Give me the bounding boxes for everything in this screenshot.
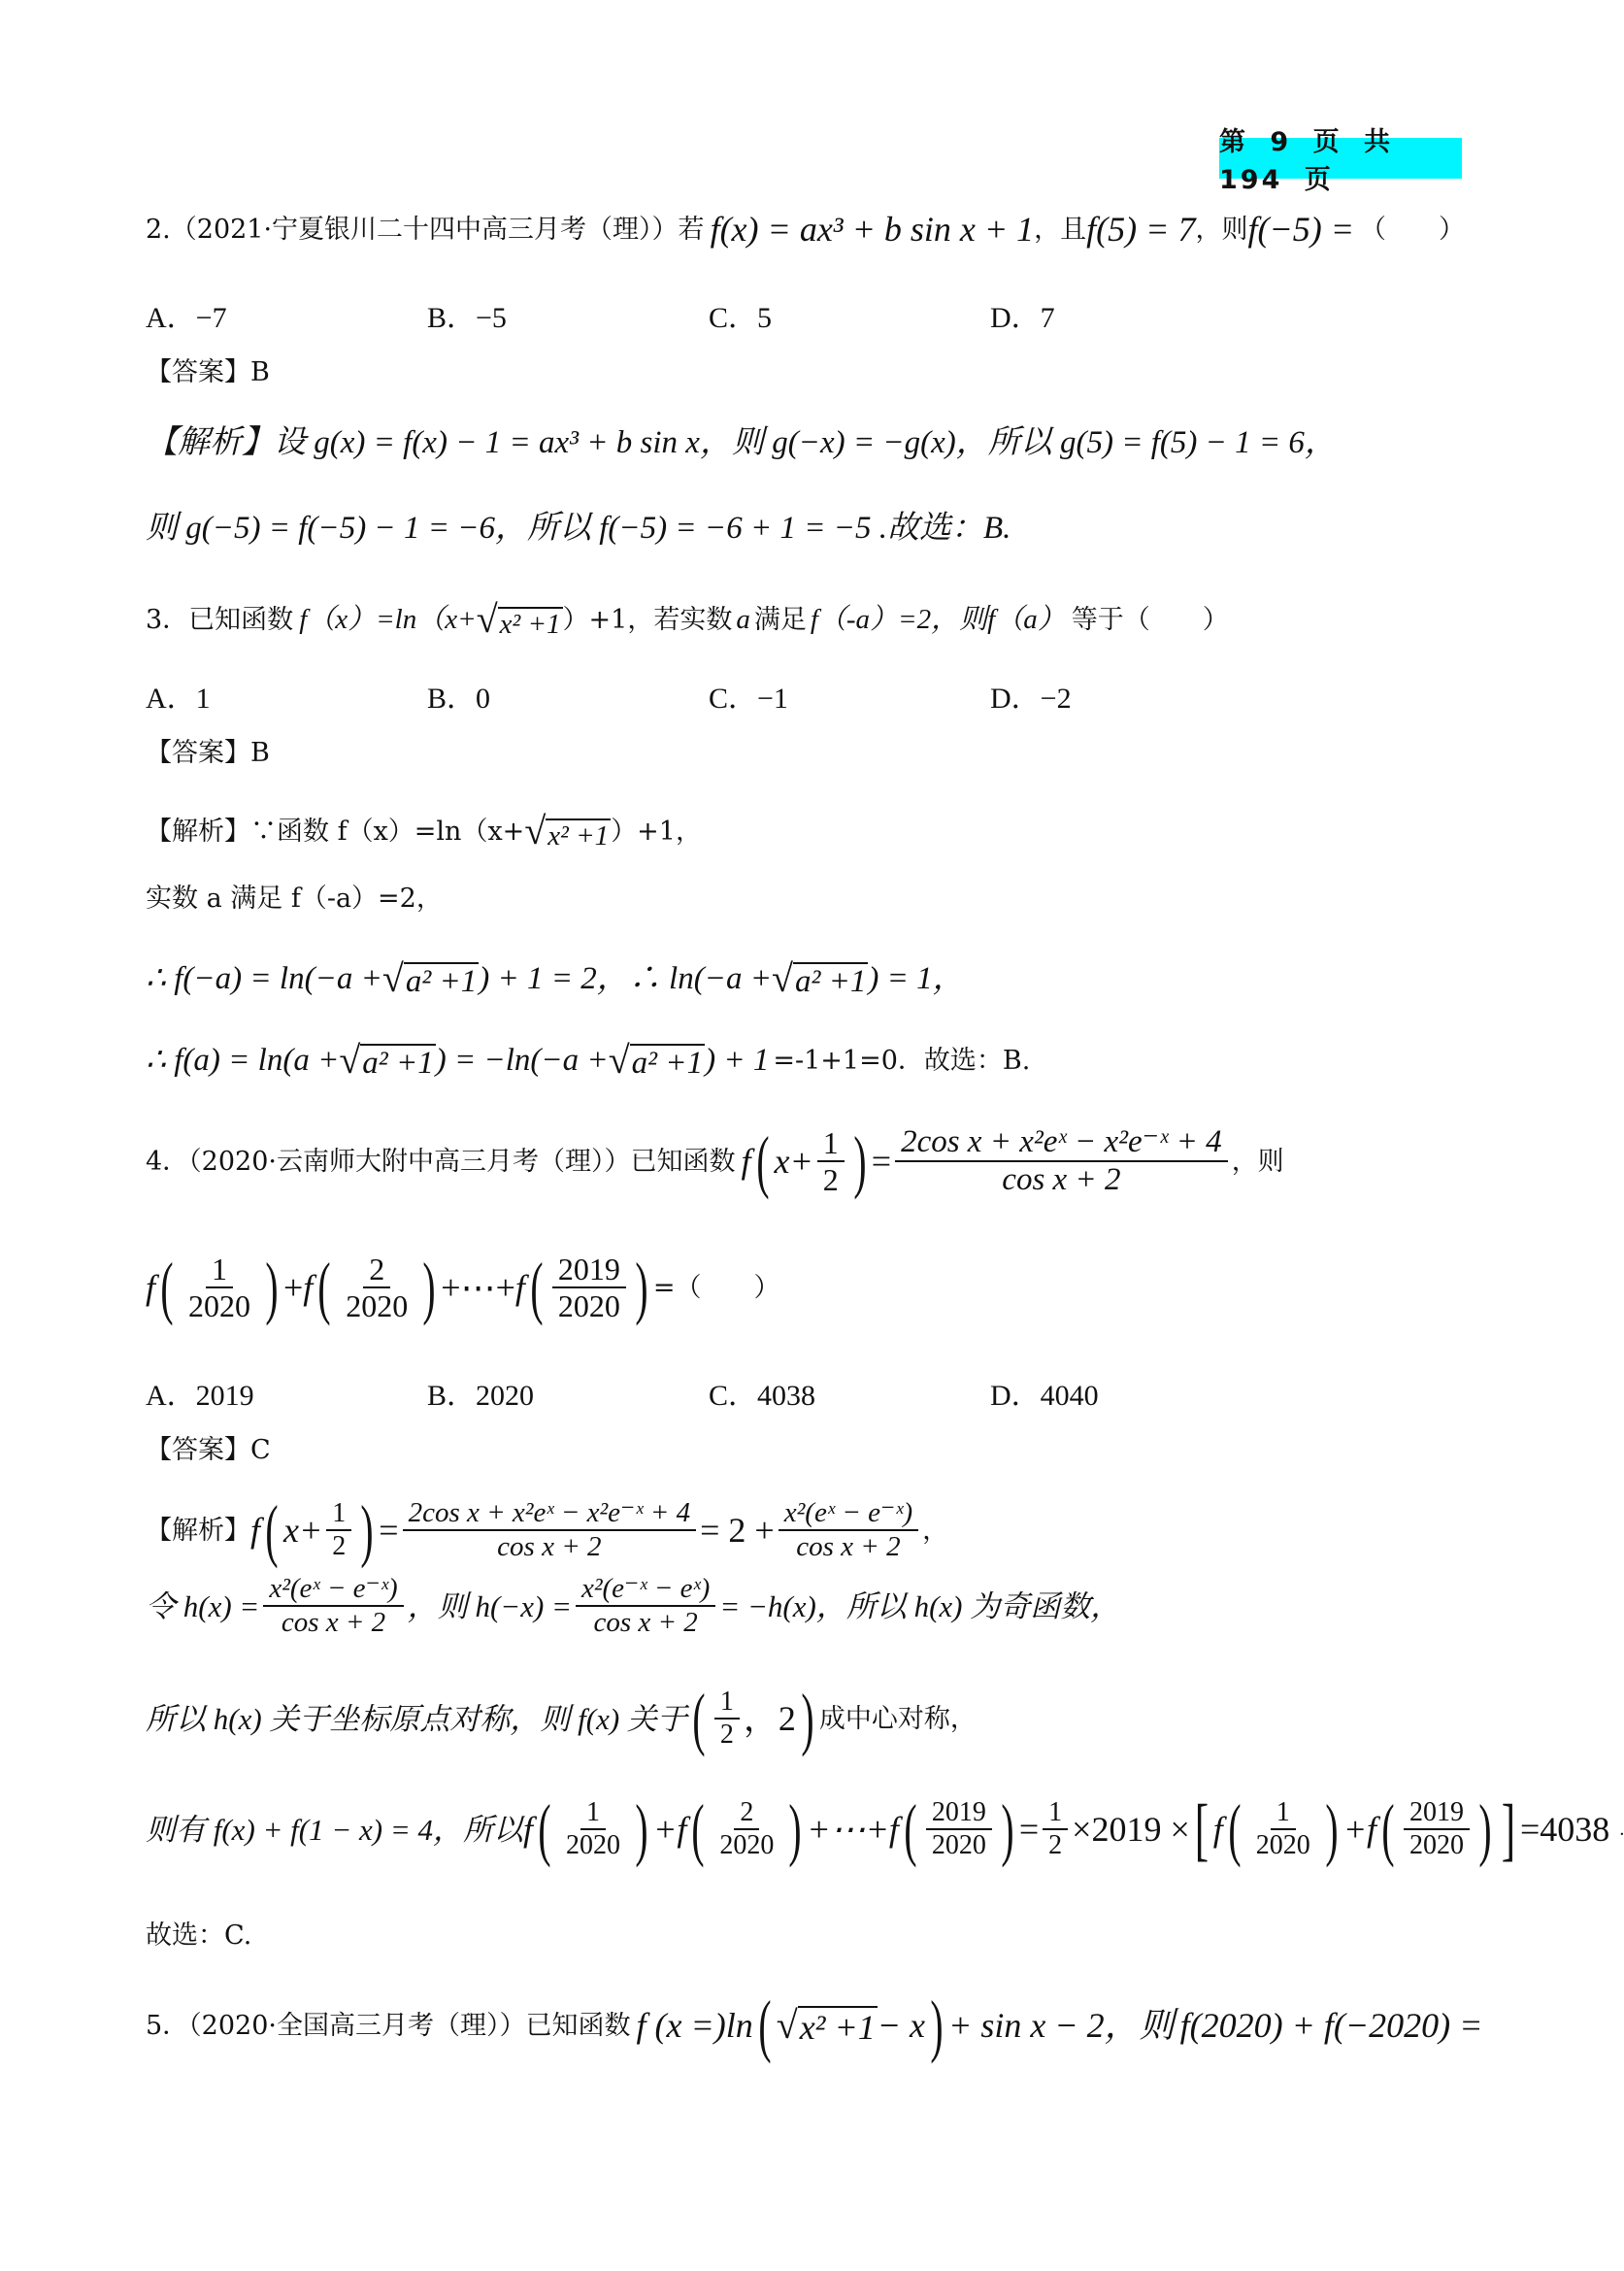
question-5-stem	[146, 1987, 1483, 2064]
denominator: cos x + 2	[593, 1607, 698, 1638]
right-paren: )	[422, 1249, 436, 1326]
right-paren: )	[788, 1790, 802, 1868]
analysis-text: 【解析】设 g(x) = f(x) − 1 = ax³ + b sin x，则 g(−x) = −g(x)，所以 g(5) = f(5) − 1 = 6，	[146, 425, 1337, 460]
question-2-analysis-line2	[146, 513, 1011, 545]
analysis-text: 则 g(−5) = f(−5) − 1 = −6，所以 f(−5) = −6 + 1 = −5 .故选：B.	[146, 511, 1011, 546]
left-paren: (	[758, 1987, 772, 2064]
stem-text: 满足	[753, 604, 807, 635]
left-paren: (	[530, 1249, 544, 1326]
denominator: 2020	[346, 1288, 409, 1323]
numerator: 1	[580, 1799, 606, 1830]
analysis-text: 成中心对称，	[818, 1703, 977, 1734]
numerator: 1	[817, 1127, 845, 1162]
analysis-label: 【解析】	[146, 1515, 250, 1546]
right-paren: )	[265, 1249, 279, 1326]
denominator: 2020	[1255, 1830, 1310, 1860]
question-4-analysis-line1: 【解析】 f ( x+ $\frac{1}{2}$ ) = $\frac{\text{2cos x + x²eˣ − x²e⁻ˣ + 4}}{\text{cos x + 2}}$ = 2 + $\frac{\text{x²(eˣ − e⁻ˣ)}}{\text{cos x + 2}}$ ，	[146, 1491, 949, 1569]
denominator: cos x + 2	[796, 1531, 901, 1562]
ellipsis: +⋯+	[441, 1268, 515, 1307]
numerator: 2cos x + x²eˣ − x²e⁻ˣ + 4	[403, 1499, 697, 1531]
numerator: 1	[714, 1688, 740, 1720]
sqrt-expression: √ x² +1	[524, 809, 610, 852]
numerator: 2019	[552, 1253, 626, 1288]
numerator: 2cos x + x²eˣ − x²e⁻ˣ + 4	[895, 1126, 1228, 1162]
fraction	[1250, 1799, 1316, 1859]
numerator: 2019	[1404, 1799, 1470, 1830]
question-3-analysis-line4	[146, 1038, 1031, 1082]
sqrt-expression: √ x² +1	[476, 597, 561, 641]
sqrt-expression: √ a² +1	[339, 1038, 434, 1082]
denominator: 2020	[566, 1830, 621, 1860]
analysis-text: 所以 h(x) 关于坐标原点对称，则 f(x) 关于	[146, 1701, 687, 1736]
fraction	[340, 1253, 414, 1321]
fraction	[560, 1799, 626, 1859]
numerator: x²(e⁻ˣ − eˣ)	[576, 1575, 715, 1607]
radicand: a² +1	[362, 1046, 434, 1081]
stem-formula: − x	[877, 2006, 926, 2045]
analysis-text: ) = 1，	[868, 960, 965, 996]
stem-formula: f（a）	[987, 603, 1066, 635]
stem-text: 等于（ ）	[1071, 604, 1229, 635]
right-paren: )	[635, 1249, 648, 1326]
radicand: a² +1	[405, 964, 478, 999]
option-b: B．2020	[427, 1380, 535, 1412]
var-x: x+	[774, 1142, 813, 1181]
right-bracket: ]	[1501, 1790, 1516, 1868]
sqrt-expression: √ a² +1	[381, 956, 478, 1000]
analysis-text: ×2019 ×	[1072, 1810, 1190, 1849]
stem-formula: + sin x − 2，则	[948, 2006, 1175, 2045]
function-f: f	[1212, 1810, 1223, 1849]
denominator: 2020	[1409, 1830, 1465, 1860]
left-paren: (	[1228, 1790, 1242, 1868]
page-number-badge: 第 9 页 共 194 页	[1219, 138, 1462, 179]
analysis-text: ) + 1	[705, 1042, 770, 1078]
denominator: cos x + 2	[497, 1531, 602, 1562]
stem-formula: f（x）=ln（x+	[299, 603, 477, 635]
equals: =	[1018, 1810, 1040, 1849]
denominator: 2020	[719, 1830, 775, 1860]
question-2-then: ，则	[1195, 214, 1248, 245]
fraction	[552, 1253, 626, 1321]
numerator: x²(eˣ − e⁻ˣ)	[779, 1499, 918, 1531]
left-paren: (	[265, 1491, 279, 1569]
plus-f: +f	[653, 1810, 687, 1849]
fraction: $\frac{1}{2}$	[326, 1500, 351, 1560]
left-paren: (	[691, 1790, 705, 1868]
left-paren: (	[538, 1790, 551, 1868]
question-4-answer: 【答案】C	[146, 1435, 271, 1465]
analysis-text: = 2 +	[700, 1511, 775, 1550]
analysis-text: 令 h(x) =	[146, 1588, 260, 1623]
denominator: 2	[719, 1720, 734, 1750]
variable-a: a	[736, 603, 750, 635]
denominator: 2	[822, 1162, 839, 1197]
question-2-ask: f(−5) =	[1247, 210, 1355, 249]
analysis-text: 则有 f(x) + f(1 − x) = 4，所以	[146, 1812, 524, 1847]
sqrt-expression: √ a² +1	[771, 956, 867, 1000]
plus: +	[282, 1268, 304, 1307]
stem-text: 4．（2020·云南师大附中高三月考（理））已知函数	[146, 1146, 736, 1177]
option-d: D．7	[990, 302, 1055, 334]
question-2-options	[146, 293, 1408, 336]
radicand: x² +1	[547, 820, 610, 852]
right-paren: )	[801, 1680, 814, 1757]
option-d: D．−2	[990, 683, 1072, 715]
stem-text: ）+1，若实数	[562, 604, 733, 635]
right-paren: )	[1478, 1790, 1492, 1868]
analysis-text: 【解析】∵函数 f（x）=ln（x+	[146, 816, 525, 847]
option-c: C．−1	[709, 683, 788, 715]
analysis-text: ) + 1 = 2，∴ ln(−a +	[479, 960, 772, 996]
question-2-answer: 【答案】B	[146, 357, 270, 387]
analysis-text: =-1+1=0．故选：B.	[773, 1045, 1031, 1076]
denominator: 2020	[557, 1288, 620, 1323]
analysis-text: = −h(x)，所以 h(x) 为奇函数，	[719, 1588, 1121, 1623]
radicand: a² +1	[794, 964, 867, 999]
left-paren: (	[160, 1249, 174, 1326]
fraction	[403, 1499, 697, 1561]
fraction	[263, 1575, 403, 1637]
question-4-analysis-line4	[146, 1790, 1624, 1868]
fraction-half	[1043, 1799, 1068, 1859]
numerator: 2019	[926, 1799, 992, 1830]
numerator: 1	[1043, 1799, 1068, 1830]
numerator: 1	[1271, 1799, 1296, 1830]
question-2-formula: f(x) = ax³ + b sin x + 1	[710, 210, 1035, 249]
question-5-ask: f(2020) + f(−2020) =	[1179, 2006, 1483, 2045]
question-3-options	[146, 674, 1408, 717]
right-paren: )	[1001, 1790, 1014, 1868]
point-y: ，2	[743, 1699, 796, 1738]
answer-blank: （ ）	[1360, 214, 1466, 245]
stem-formula: f（-a）=2，则	[810, 603, 988, 635]
question-4-options	[146, 1371, 1408, 1414]
denominator: 2020	[931, 1830, 986, 1860]
question-3-stem	[146, 597, 1229, 641]
analysis-text: ∴ f(−a) = ln(−a +	[146, 960, 382, 996]
sqrt-expression: √ a² +1	[608, 1038, 704, 1082]
fraction	[817, 1127, 845, 1195]
numerator: 2	[363, 1253, 390, 1288]
left-paren: (	[904, 1790, 917, 1868]
left-paren: (	[692, 1680, 706, 1757]
fraction	[926, 1799, 992, 1859]
analysis-text: ，则 h(−x) =	[407, 1588, 572, 1623]
question-2-connector: ，且	[1034, 214, 1087, 245]
question-2-stem	[146, 212, 1465, 247]
right-paren: )	[1325, 1790, 1339, 1868]
fraction	[713, 1799, 779, 1859]
question-2-analysis-line1	[146, 427, 1337, 459]
left-paren: (	[755, 1122, 770, 1200]
radicand: x² +1	[499, 609, 561, 640]
fraction	[779, 1499, 918, 1561]
right-paren: )	[635, 1790, 648, 1868]
sqrt-expression: √ x² +1	[776, 2003, 876, 2047]
equals: =	[871, 1142, 892, 1181]
left-bracket: [	[1194, 1790, 1209, 1868]
question-4-analysis-line2	[146, 1575, 1120, 1637]
question-3-answer: 【答案】B	[146, 738, 270, 768]
fraction	[895, 1126, 1228, 1196]
right-paren: )	[360, 1491, 374, 1569]
question-4-conclusion: 故选：C.	[146, 1920, 252, 1951]
denominator: cos x + 2	[281, 1607, 386, 1638]
stem-text: ，则	[1231, 1146, 1284, 1177]
question-4-sum	[146, 1249, 780, 1326]
result-value: =4038	[1520, 1810, 1610, 1849]
option-a: A．1	[146, 683, 211, 715]
stem-formula: f (x =)ln	[636, 2006, 753, 2045]
equals: =	[379, 1511, 399, 1550]
question-3-analysis-line3	[146, 956, 965, 1000]
question-2-prefix: 2.（2021·宁夏银川二十四中高三月考（理））若	[146, 214, 705, 245]
plus-f: +f	[1342, 1810, 1377, 1849]
numerator: 2	[734, 1799, 759, 1830]
var-x: x+	[283, 1511, 323, 1550]
right-paren: )	[853, 1122, 867, 1200]
option-b: B．−5	[427, 302, 507, 334]
fraction	[714, 1688, 740, 1749]
radicand: a² +1	[631, 1046, 704, 1081]
function-f: f	[146, 1268, 156, 1307]
question-4-analysis-line3	[146, 1680, 977, 1757]
option-b: B．0	[427, 683, 491, 715]
stem-text: 5．（2020·全国高三月考（理））已知函数	[146, 2010, 631, 2041]
option-d: D．4040	[990, 1380, 1099, 1412]
ellipsis: +⋯+f	[807, 1810, 899, 1849]
fraction	[182, 1253, 256, 1321]
fraction	[1404, 1799, 1470, 1859]
question-4-stem	[146, 1122, 1284, 1200]
function-f: f	[303, 1268, 314, 1307]
question-3-analysis-line2: 实数 a 满足 f（-a）=2，	[146, 884, 443, 914]
option-c: C．4038	[709, 1380, 816, 1412]
denominator: 2	[1048, 1830, 1063, 1860]
left-paren: (	[317, 1249, 331, 1326]
fraction	[576, 1575, 715, 1637]
question-2-condition: f(5) = 7	[1086, 210, 1196, 249]
function-f: f	[523, 1810, 534, 1849]
option-c: C．5	[709, 302, 773, 334]
answer-blank: =（ ）	[652, 1272, 780, 1303]
period: .	[1619, 1819, 1624, 1840]
analysis-text: ）+1，	[611, 816, 702, 847]
stem-text: 3．已知函数	[146, 604, 294, 635]
option-a: A．2019	[146, 1380, 254, 1412]
left-paren: (	[1381, 1790, 1395, 1868]
denominator: 2020	[188, 1288, 250, 1323]
right-paren: )	[930, 1987, 944, 2064]
numerator: x²(eˣ − e⁻ˣ)	[263, 1575, 403, 1607]
denominator: cos x + 2	[1002, 1162, 1121, 1197]
question-3-analysis-line1	[146, 809, 702, 852]
analysis-text: ) = −ln(−a +	[435, 1042, 609, 1078]
function-f: f	[250, 1511, 261, 1550]
option-a: A．−7	[146, 302, 227, 334]
analysis-text: ∴ f(a) = ln(a +	[146, 1042, 340, 1078]
radicand: x² +1	[799, 2008, 876, 2047]
function-f: f	[741, 1142, 751, 1181]
function-f: f	[514, 1268, 525, 1307]
numerator: 1	[206, 1253, 233, 1288]
